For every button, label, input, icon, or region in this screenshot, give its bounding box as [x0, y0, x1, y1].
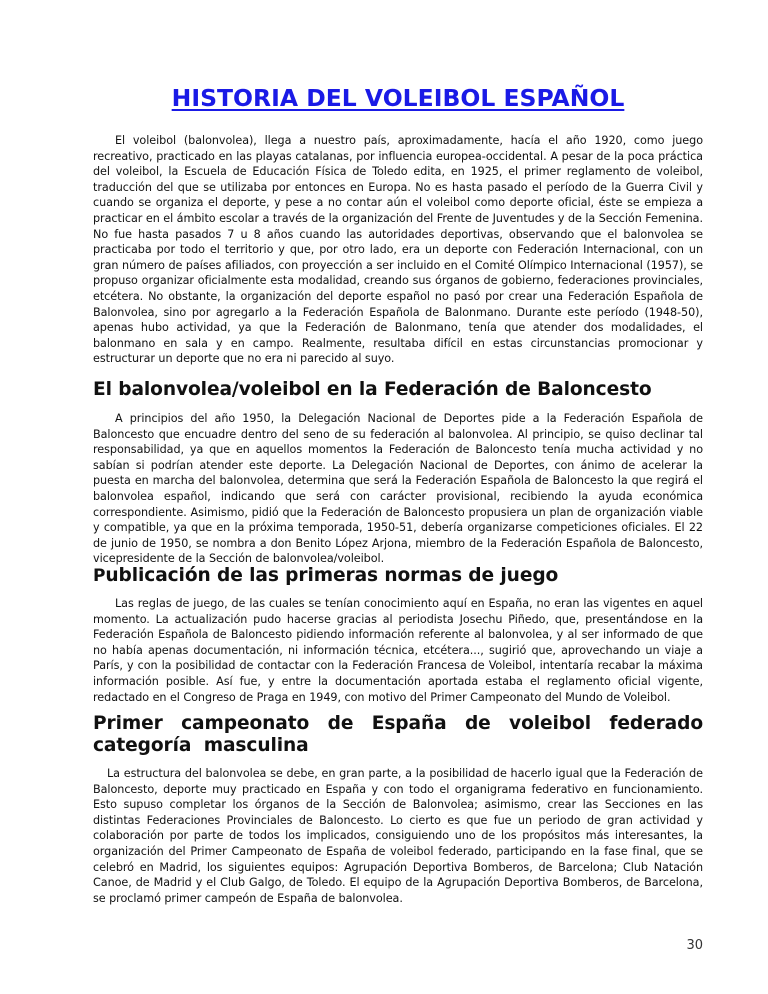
section-campeonato: [93, 713, 703, 906]
document-title: HISTORIA DEL VOLEIBOL ESPAÑOL: [171, 84, 625, 112]
section-normas: [93, 565, 703, 705]
section-paragraph: A principios del año 1950, la Delegación Nacional de Deportes pide a la Federación Española de Baloncesto que encuadre dentro del seno de su federación al balonvolea. Al principio, se quiso declinar tal responsabilidad, ya que en aquellos momentos la Federación de Baloncesto tenía mucha actividad y no sabían si podrían atender este deporte. La Delegación Nacional de Deportes, con ánimo de acelerar la puesta en marcha del balonvolea, determina que será la Federación Española de Baloncesto la que regirá el balonvolea español, indicando que será con carácter provisional, recibiendo la ayuda económica correspondiente. Asimismo, pidió que la Federación de Baloncesto propusiera un plan de organización viable y compatible, ya que en la próxima temporada, 1950-51, debería organizarse competiciones oficiales. El 22 de junio de 1950, se nombra a don Benito López Arjona, miembro de la Federación Española de Baloncesto, vicepresidente de la Sección de balonvolea/voleibol.: [93, 412, 703, 566]
section-paragraph: Las reglas de juego, de las cuales se tenían conocimiento aquí en España, no eran las vigentes en aquel momento. La actualización pudo hacerse gracias al periodista Josechu Piñedo, que, presentándose en la Federación Española de Baloncesto pidiendo información referente al balonvolea, y al ser informado de que no había apenas documentación, ni información técnica, etcétera..., sugirió que, aprovechando un viaje a París, y con la posibilidad de contactar con la Federación Francesa de Voleibol, intentaría recabar la máxima información posible. Así fue, y entre la documentación aportada estaba el reglamento oficial vigente, redactado en el Congreso de Praga en 1949, con motivo del Primer Campeonato del Mundo de Voleibol.: [93, 597, 703, 704]
heading-rest: ublicación de las primeras normas de juego: [105, 565, 559, 586]
page-number: 30: [686, 938, 703, 953]
section-heading: Primer campeonato de España de voleibol federado categoría masculina: [93, 713, 703, 756]
heading-lead-letter: P: [93, 566, 106, 586]
intro-paragraph: El voleibol (balonvolea), llega a nuestro país, aproximadamente, hacía el año 1920, como juego recreativo, practicado en las playas catalanas, por influencia europea-occidental. A pesar de la poca práctica del voleibol, la Escuela de Educación Física de Toledo edita, en 1925, el primer reglamento de voleibol, traducción del que se utilizaba por entonces en Europa. No es hasta pasado el período de la Guerra Civil y cuando se organiza el deporte, y pese a no contar aún el voleibol como deporte oficial, éste se empieza a practicar en el ámbito escolar a través de la organización del Frente de Juventudes y de la Sección Femenina. No fue hasta pasados 7 u 8 años cuando las autoridades deportivas, observando que el balonvolea se practicaba por todo el territorio y que, por otro lado, era un deporte con Federación Internacional, con un gran número de países afiliados, con proyección a ser incluido en el Comité Olímpico Internacional (1957), se propuso organizar oficialmente esta modalidad, creando sus órganos de gobierno, federaciones provinciales, etcétera. No obstante, la organización del deporte español no pasó por crear una Federación Española de Balonvolea, sino por agregarlo a la Federación Española de Balonmano. Durante este período (1948-50), apenas hubo actividad, ya que la Federación de Balonmano, tenía que atender dos modalidades, el balonmano en sala y en campo. Realmente, resultaba difícil en estas circunstancias promocionar y estructurar un deporte que no era ni parecido al suyo.: [93, 134, 703, 366]
intro-section: [93, 133, 703, 367]
section-heading: [93, 565, 703, 587]
section-heading: El balonvolea/voleibol en la Federación de Baloncesto: [93, 379, 652, 400]
section-paragraph: La estructura del balonvolea se debe, en gran parte, a la posibilidad de hacerlo igual que la Federación de Baloncesto, deporte muy practicado en España y con todo el organigrama federativo en funcionamiento. Esto supuso completar los órganos de la Sección de Balonvolea; asimismo, crear las Secciones en las distintas Federaciones Provinciales de Baloncesto. Lo cierto es que fue un periodo de gran actividad y colaboración por parte de todos los implicados, consiguiendo uno de los propósitos más interesantes, la organización del Primer Campeonato de España de voleibol federado, participando en la fase final, que se celebró en Madrid, los siguientes equipos: Agrupación Deportiva Bomberos, de Barcelona; Club Natación Canoe, de Madrid y el Club Galgo, de Toledo. El equipo de la Agrupación Deportiva Bomberos, de Barcelona, se proclamó primer campeón de España de balonvolea.: [93, 767, 703, 905]
section-baloncesto: [93, 379, 703, 567]
